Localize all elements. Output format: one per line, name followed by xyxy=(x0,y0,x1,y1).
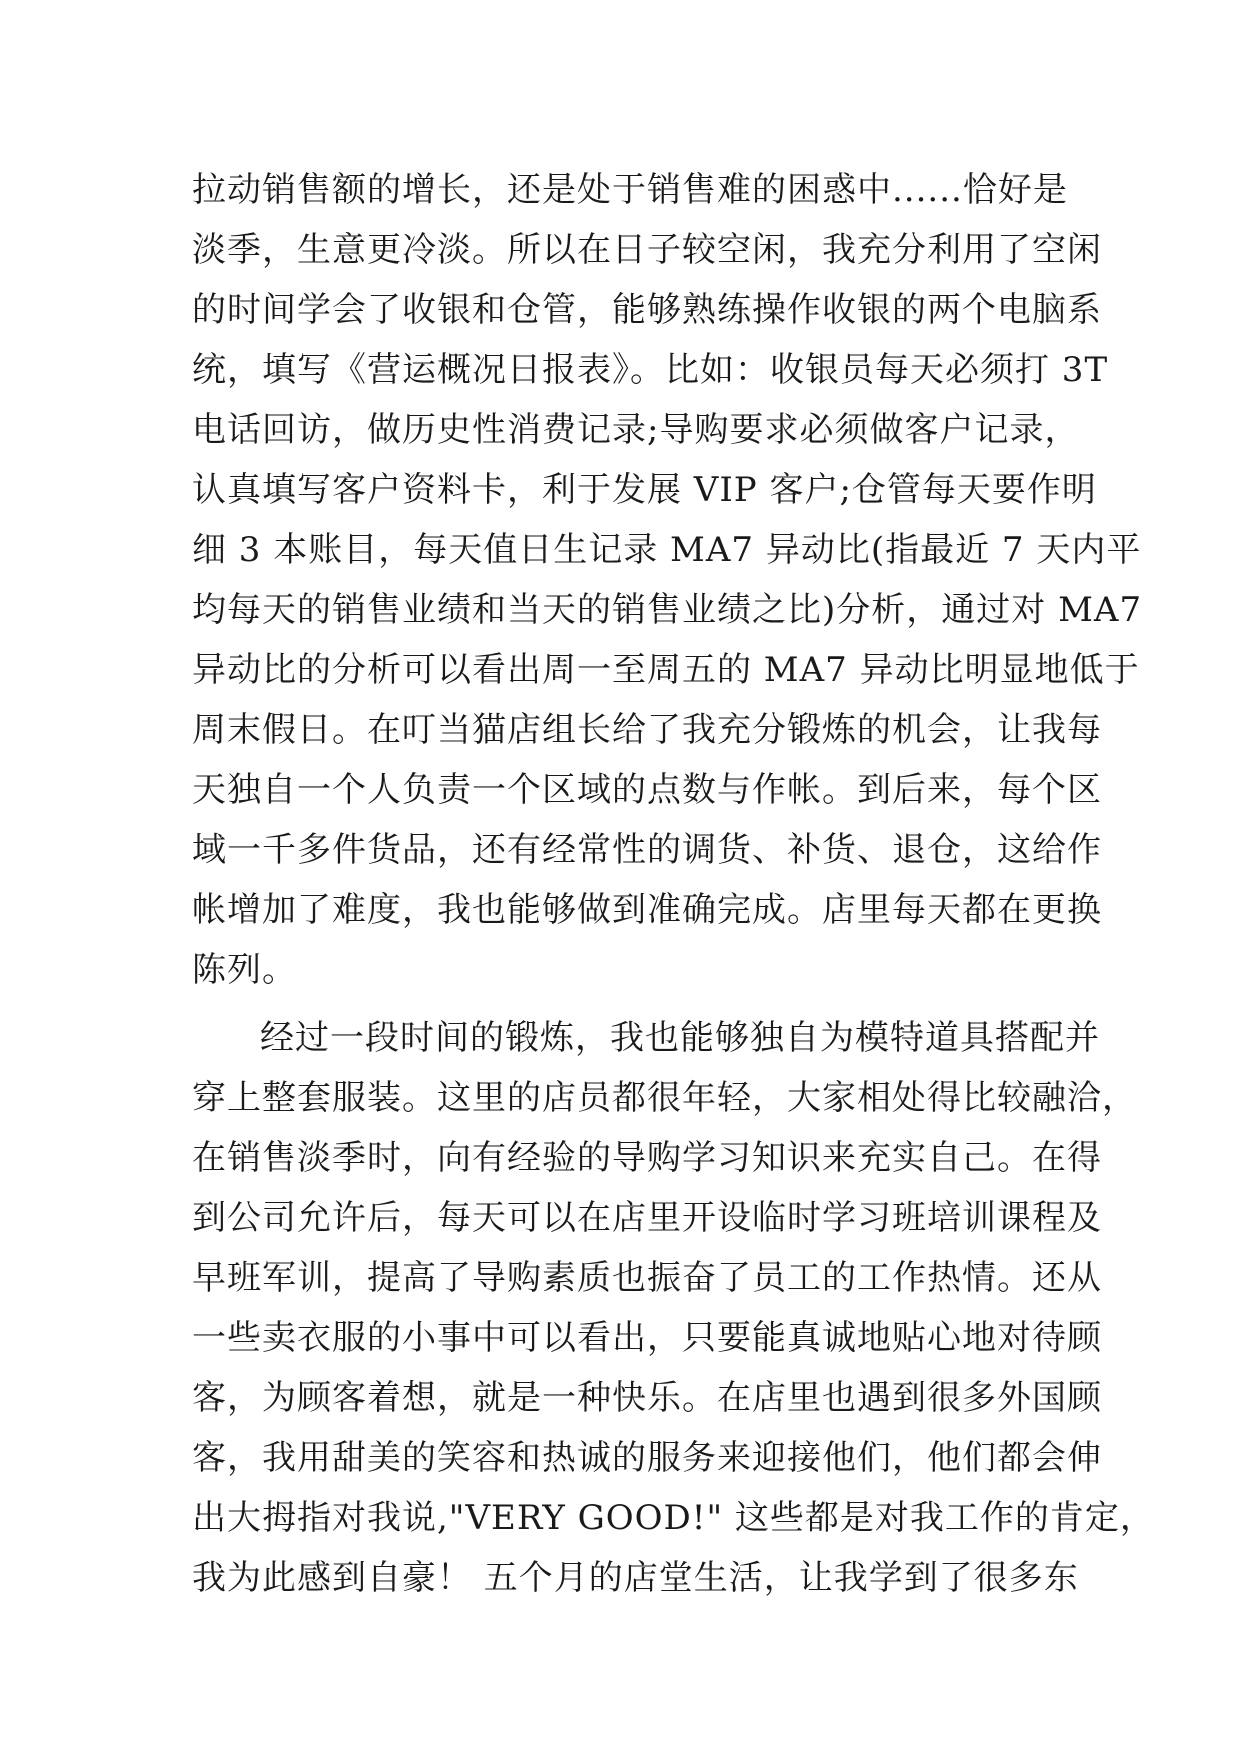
text-line: 的时间学会了收银和仓管，能够熟练操作收银的两个电脑系 xyxy=(192,290,1102,330)
text-line: 经过一段时间的锻炼，我也能够独自为模特道具搭配并 xyxy=(260,1018,1100,1058)
text-line: 客，我用甜美的笑容和热诚的服务来迎接他们，他们都会伸 xyxy=(192,1438,1102,1478)
text-line: 异动比的分析可以看出周一至周五的 MA7 异动比明显地低于 xyxy=(192,650,1140,690)
paragraph-gap xyxy=(192,1000,1052,1008)
text-line: 均每天的销售业绩和当天的销售业绩之比)分析，通过对 MA7 xyxy=(192,590,1143,630)
text-line: 出大拇指对我说,"VERY GOOD!" 这些都是对我工作的肯定， xyxy=(192,1498,1155,1538)
text-line: 在销售淡季时，向有经验的导购学习知识来充实自己。在得 xyxy=(192,1138,1102,1178)
paragraph-2 xyxy=(192,1008,1155,1608)
text-line: 认真填写客户资料卡，利于发展 VIP 客户;仓管每天要作明 xyxy=(192,470,1097,510)
text-line: 细 3 本账目，每天值日生记录 MA7 异动比(指最近 7 天内平 xyxy=(192,530,1142,570)
text-line: 穿上整套服装。这里的店员都很年轻，大家相处得比较融洽， xyxy=(192,1078,1137,1118)
text-line: 周末假日。在叮当猫店组长给了我充分锻炼的机会，让我每 xyxy=(192,710,1102,750)
text-line: 陈列。 xyxy=(192,950,297,990)
text-line: 客，为顾客着想，就是一种快乐。在店里也遇到很多外国顾 xyxy=(192,1378,1102,1418)
text-line: 统，填写《营运概况日报表》。比如：收银员每天必须打 3T xyxy=(192,350,1109,390)
text-line: 到公司允许后，每天可以在店里开设临时学习班培训课程及 xyxy=(192,1198,1102,1238)
text-line: 域一千多件货品，还有经常性的调货、补货、退仓，这给作 xyxy=(192,830,1102,870)
body-text xyxy=(192,160,1155,1608)
text-line: 早班军训，提高了导购素质也振奋了员工的工作热情。还从 xyxy=(192,1258,1102,1298)
text-line: 帐增加了难度，我也能够做到准确完成。店里每天都在更换 xyxy=(192,890,1102,930)
text-line: 淡季，生意更冷淡。所以在日子较空闲，我充分利用了空闲 xyxy=(192,230,1102,270)
text-line: 天独自一个人负责一个区域的点数与作帐。到后来，每个区 xyxy=(192,770,1102,810)
text-line: 一些卖衣服的小事中可以看出，只要能真诚地贴心地对待顾 xyxy=(192,1318,1102,1358)
text-line: 我为此感到自豪！ 五个月的店堂生活，让我学到了很多东 xyxy=(192,1558,1079,1598)
paragraph-1 xyxy=(192,160,1143,1000)
text-line: 电话回访，做历史性消费记录;导购要求必须做客户记录， xyxy=(192,410,1080,450)
text-line: 拉动销售额的增长，还是处于销售难的困惑中......恰好是 xyxy=(192,170,1068,210)
